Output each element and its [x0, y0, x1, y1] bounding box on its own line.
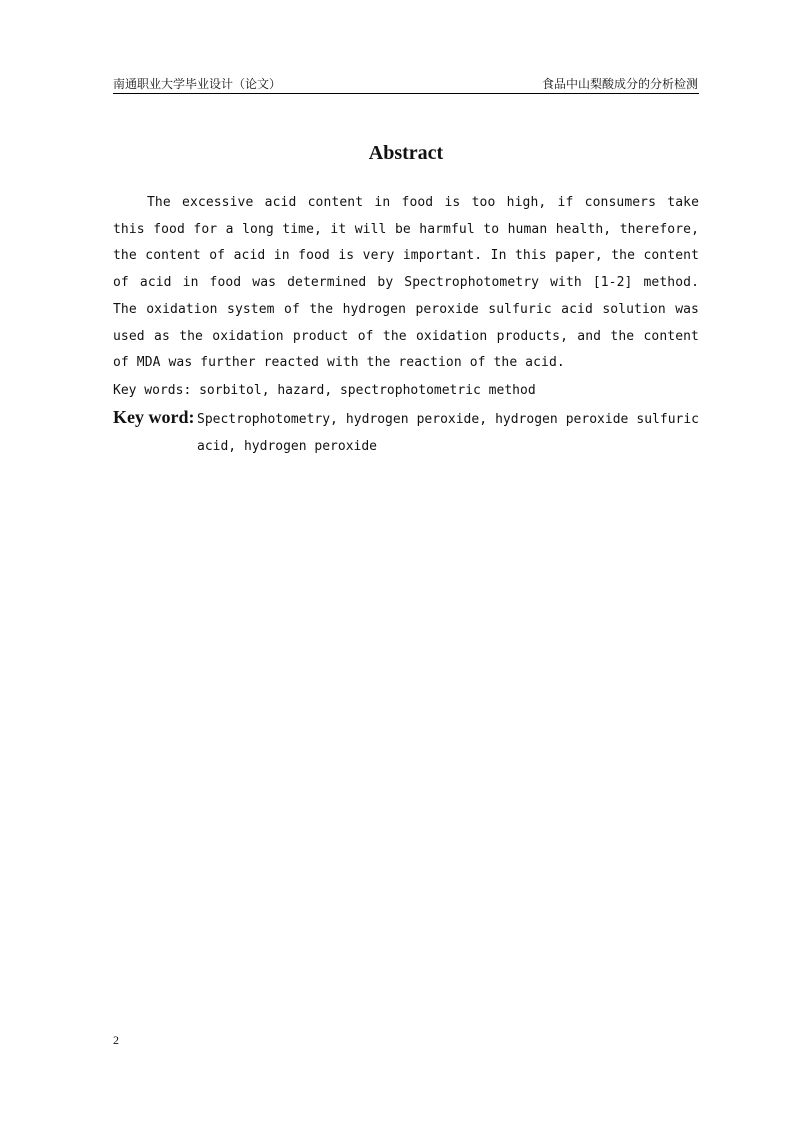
header-divider — [113, 93, 699, 94]
running-header-left: 南通职业大学毕业设计（论文） — [113, 77, 282, 91]
abstract-title: Abstract — [368, 142, 444, 164]
keyword-text: Spectrophotometry, hydrogen peroxide, hydrogen peroxide sulfuric acid, hydrogen peroxide — [197, 412, 699, 454]
keyword-label: Key word: — [113, 407, 195, 427]
page-number: 2 — [113, 1033, 119, 1047]
abstract-paragraph: The excessive acid content in food is too high, if consumers take this food for a long time, it will be harmful to human health, therefore, the content of acid in food is very important. In this paper, the content of acid in food was determined by Spectrophotometry with [1-2] method. The oxidation system of the hydrogen peroxide sulfuric acid solution was used as the oxidation product of the oxidation products, and the content of MDA was further reacted with the reaction of the acid. — [113, 195, 699, 371]
running-header-right: 食品中山梨酸成分的分析检测 — [541, 77, 698, 91]
keyword-paragraph — [113, 404, 699, 460]
keywords-line: Key words: sorbitol, hazard, spectrophotometric method — [113, 383, 536, 398]
